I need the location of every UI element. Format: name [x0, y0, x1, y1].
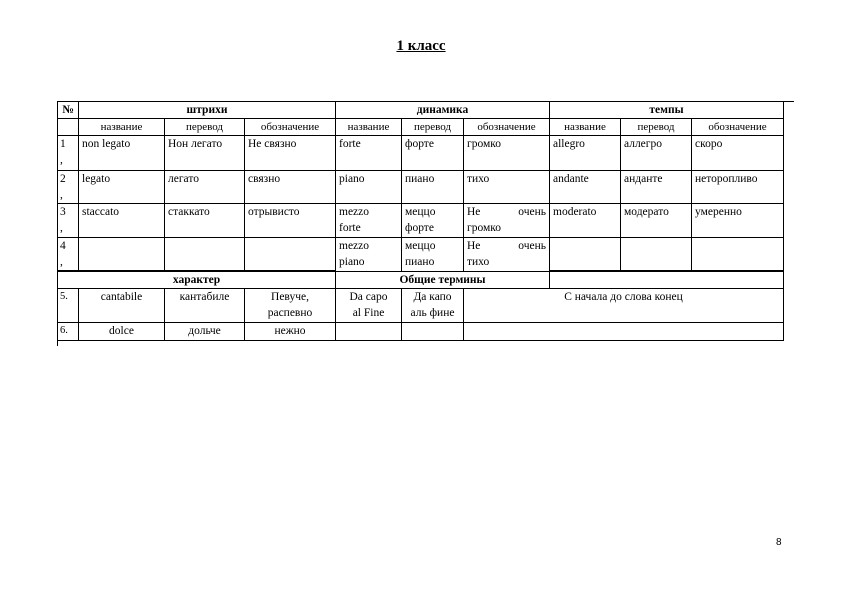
table-cell: легато [165, 171, 245, 204]
table-cell: Не связно [245, 136, 336, 171]
music-terms-table [57, 101, 794, 346]
row-number: 1 , [58, 136, 79, 171]
table-cell [621, 238, 692, 272]
row-number: 5. [58, 289, 79, 323]
group-header-dinamika: динамика [336, 102, 550, 119]
table-cell: andante [550, 171, 621, 204]
table-cell [165, 238, 245, 272]
table-cell: Да капо аль фине [402, 289, 464, 323]
subheader-dinamika-translation: перевод [402, 119, 464, 136]
table-cell: Da capo al Fine [336, 289, 402, 323]
table-cell [245, 238, 336, 272]
page-title: 1 класс [396, 38, 446, 54]
table-cell: Не очень громко [464, 204, 550, 238]
page-number: 8 [776, 537, 782, 548]
table-cell: умеренно [692, 204, 784, 238]
table-cell: стаккато [165, 204, 245, 238]
subheader-tempy-mark: обозначение [692, 119, 784, 136]
table-cell: скоро [692, 136, 784, 171]
table-cell: forte [336, 136, 402, 171]
group-header-obshchie: Общие термины [336, 272, 550, 289]
table-cell: кантабиле [165, 289, 245, 323]
table-cell: меццо пиано [402, 238, 464, 272]
table-cell: piano [336, 171, 402, 204]
table-cell: анданте [621, 171, 692, 204]
table-cell [79, 238, 165, 272]
table-cell: меццо форте [402, 204, 464, 238]
group-header-kharakter: характер [58, 272, 336, 289]
group-header-shtrikhi: штрихи [79, 102, 336, 119]
subheader-tempy-name: название [550, 119, 621, 136]
table-cell: отрывисто [245, 204, 336, 238]
subheader-shtrikhi-name: название [79, 119, 165, 136]
table-cell: Нон легато [165, 136, 245, 171]
table-cell: non legato [79, 136, 165, 171]
table-cell: модерато [621, 204, 692, 238]
number-header: № [58, 102, 79, 119]
row-number: 2 , [58, 171, 79, 204]
table-cell: дольче [165, 323, 245, 341]
row-number: 3 , [58, 204, 79, 238]
table-cell: cantabile [79, 289, 165, 323]
table-cell [336, 323, 402, 341]
table-cell: аллегро [621, 136, 692, 171]
table-cell: связно [245, 171, 336, 204]
table-cell [692, 238, 784, 272]
table-cell: форте [402, 136, 464, 171]
table-cell: Не очень тихо [464, 238, 550, 272]
table-cell [550, 238, 621, 272]
subheader-dinamika-name: название [336, 119, 402, 136]
table-cell: громко [464, 136, 550, 171]
table-cell: тихо [464, 171, 550, 204]
table-cell: legato [79, 171, 165, 204]
row-number: 4 , [58, 238, 79, 272]
table-cell: нежно [245, 323, 336, 341]
table-cell: staccato [79, 204, 165, 238]
table-cell [550, 272, 784, 289]
table-cell: dolce [79, 323, 165, 341]
table-cell [402, 323, 464, 341]
subheader-empty [58, 119, 79, 136]
subheader-shtrikhi-mark: обозначение [245, 119, 336, 136]
row-number: 6. [58, 323, 79, 341]
subheader-shtrikhi-translation: перевод [165, 119, 245, 136]
table-cell: allegro [550, 136, 621, 171]
subheader-tempy-translation: перевод [621, 119, 692, 136]
table-cell: неторопливо [692, 171, 784, 204]
table-cell [464, 323, 784, 341]
table-cell: mezzo piano [336, 238, 402, 272]
table-cell: пиано [402, 171, 464, 204]
subheader-dinamika-mark: обозначение [464, 119, 550, 136]
table-cell: С начала до слова конец [464, 289, 784, 323]
group-header-tempy: темпы [550, 102, 784, 119]
table-cell: moderato [550, 204, 621, 238]
table-cell: Певуче, распевно [245, 289, 336, 323]
table-cell: mezzo forte [336, 204, 402, 238]
